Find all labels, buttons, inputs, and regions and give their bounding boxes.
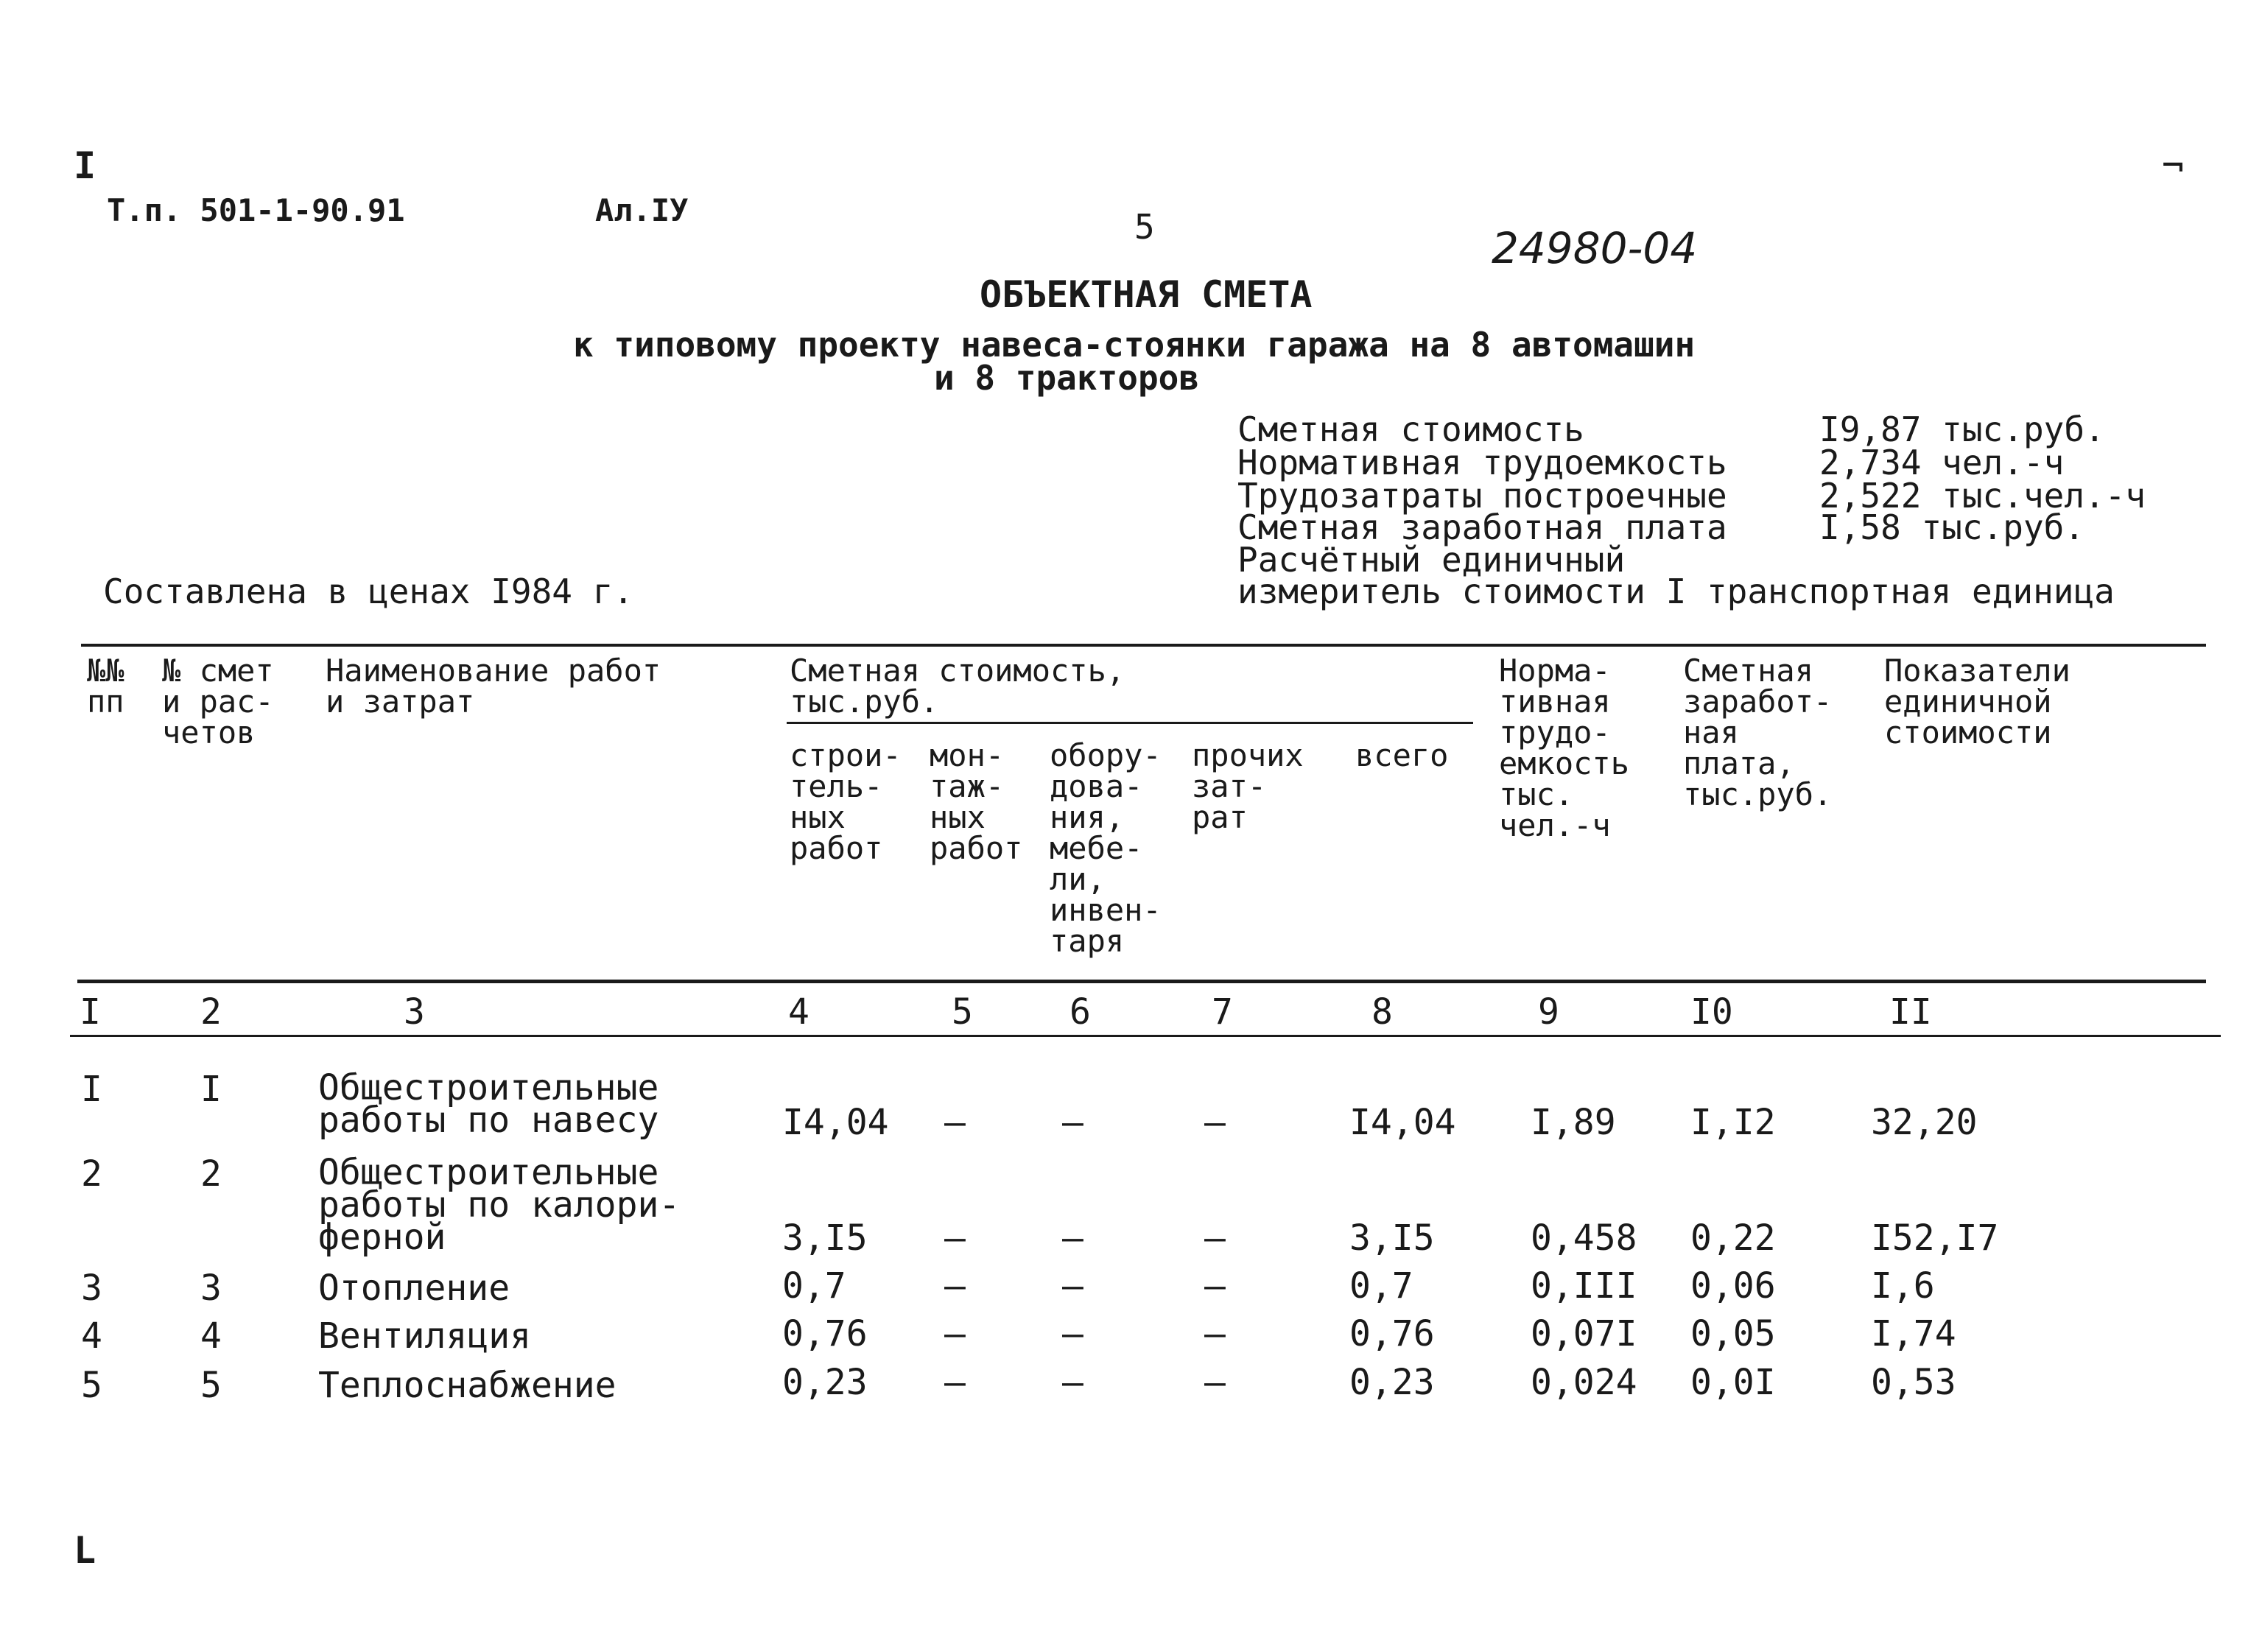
unit-cost: I52,I7 (1871, 1217, 1999, 1259)
labor-intensity: I,89 (1531, 1102, 1616, 1143)
work-name: Теплоснабжение (318, 1365, 617, 1406)
column-number: 8 (1371, 991, 1393, 1033)
construction-cost: 0,76 (782, 1313, 868, 1354)
summary-value: 2,734 чел.-ч (1819, 443, 2065, 482)
estimate-number: 5 (200, 1365, 222, 1406)
assembly-cost: – (944, 1217, 966, 1259)
corner-mark-bottom: L (74, 1529, 96, 1572)
labor-intensity: 0,024 (1531, 1362, 1637, 1403)
equipment-cost: – (1062, 1265, 1083, 1307)
summary-label: Сметная стоимость (1237, 410, 1584, 449)
other-cost: – (1204, 1313, 1226, 1354)
title-line-1: к типовому проекту навеса-стоянки гаража на 8 автомашин (573, 325, 1696, 365)
header-work-name: Наименование работ и затрат (326, 653, 661, 720)
prices-note: Составлена в ценах I984 г. (103, 572, 634, 611)
total-cost: 0,76 (1349, 1313, 1435, 1354)
column-number: 9 (1538, 991, 1559, 1033)
header-assembly-works: мон- таж- ных работ (930, 737, 1023, 866)
corner-mark-right: ¬ (2162, 144, 2185, 187)
unit-measure-line-1: Расчётный единичный (1237, 540, 1626, 580)
wages: 0,05 (1690, 1313, 1776, 1354)
row-number: 4 (81, 1315, 102, 1357)
estimate-number: 2 (200, 1153, 222, 1195)
header-row-number: №№ пп (87, 653, 124, 720)
assembly-cost: – (944, 1102, 966, 1143)
page-number: 5 (1134, 207, 1155, 247)
column-number: 7 (1212, 991, 1233, 1033)
construction-cost: I4,04 (782, 1102, 889, 1143)
column-number: I0 (1690, 991, 1733, 1033)
header-estimate-number: № смет и рас- четов (162, 653, 274, 751)
construction-cost: 0,7 (782, 1265, 846, 1307)
album-number: Ал.IУ (595, 192, 689, 228)
summary-label: Нормативная трудоемкость (1237, 443, 1727, 482)
header-wages: Сметная заработ- ная плата, тыс.руб. (1683, 653, 1833, 812)
labor-intensity: 0,07I (1531, 1313, 1637, 1354)
column-number: I (80, 991, 101, 1033)
labor-intensity: 0,III (1531, 1265, 1637, 1307)
estimate-number: 3 (200, 1268, 222, 1309)
row-number: I (81, 1069, 102, 1110)
column-number-rule (70, 1035, 2221, 1037)
equipment-cost: – (1062, 1362, 1083, 1403)
summary-value: 2,522 тыс.чел.-ч (1819, 476, 2146, 516)
column-number: II (1889, 991, 1932, 1033)
wages: I,I2 (1690, 1102, 1776, 1143)
header-cost-group: Сметная стоимость, тыс.руб. (790, 653, 1125, 720)
other-cost: – (1204, 1102, 1226, 1143)
labor-intensity: 0,458 (1531, 1217, 1637, 1259)
total-cost: I4,04 (1349, 1102, 1456, 1143)
archive-number: 24980-04 (1492, 223, 1698, 273)
group-header-rule (787, 722, 1473, 724)
total-cost: 0,23 (1349, 1362, 1435, 1403)
assembly-cost: – (944, 1265, 966, 1307)
table-top-rule (81, 644, 2206, 647)
equipment-cost: – (1062, 1102, 1083, 1143)
header-bottom-rule (77, 980, 2206, 983)
total-cost: 3,I5 (1349, 1217, 1435, 1259)
header-total: всего (1355, 737, 1449, 773)
equipment-cost: – (1062, 1217, 1083, 1259)
work-name: Общестроительные работы по навесу (318, 1067, 659, 1141)
column-number: 3 (404, 991, 425, 1033)
row-number: 3 (81, 1268, 102, 1309)
unit-cost: 0,53 (1871, 1362, 1956, 1403)
wages: 0,06 (1690, 1265, 1776, 1307)
estimate-number: I (200, 1069, 222, 1110)
other-cost: – (1204, 1362, 1226, 1403)
summary-value: I9,87 тыс.руб. (1819, 410, 2105, 449)
header-construction-works: строи- тель- ных работ (790, 737, 902, 866)
header-labor-intensity: Норма- тивная трудо- емкость тыс. чел.-ч (1499, 653, 1630, 843)
unit-cost: I,74 (1871, 1313, 1956, 1354)
total-cost: 0,7 (1349, 1265, 1413, 1307)
other-cost: – (1204, 1217, 1226, 1259)
summary-value: I,58 тыс.руб. (1819, 507, 2085, 547)
row-number: 5 (81, 1365, 102, 1406)
construction-cost: 0,23 (782, 1362, 868, 1403)
unit-measure-line-2: измеритель стоимости I транспортная единица (1237, 572, 2115, 611)
summary-label: Трудозатраты построечные (1237, 476, 1727, 516)
work-name: Отопление (318, 1268, 510, 1309)
work-name: Общестроительные работы по калори- ферной (318, 1152, 681, 1258)
wages: 0,22 (1690, 1217, 1776, 1259)
assembly-cost: – (944, 1362, 966, 1403)
unit-cost: I,6 (1871, 1265, 1935, 1307)
column-number: 6 (1069, 991, 1091, 1033)
column-number: 2 (200, 991, 222, 1033)
column-number: 4 (788, 991, 809, 1033)
wages: 0,0I (1690, 1362, 1776, 1403)
title-line-2: и 8 тракторов (934, 358, 1200, 398)
construction-cost: 3,I5 (782, 1217, 868, 1259)
estimate-number: 4 (200, 1315, 222, 1357)
work-name: Вентиляция (318, 1315, 531, 1357)
header-unit-cost-indicators: Показатели единичной стоимости (1884, 653, 2070, 751)
column-number: 5 (952, 991, 973, 1033)
project-code: Т.п. 501-1-90.91 (107, 192, 405, 228)
header-equipment: обору- дова- ния, мебе- ли, инвен- таря (1050, 737, 1162, 959)
header-other-costs: прочих зат- рат (1192, 737, 1304, 835)
equipment-cost: – (1062, 1313, 1083, 1354)
assembly-cost: – (944, 1313, 966, 1354)
unit-cost: 32,20 (1871, 1102, 1978, 1143)
document-title: ОБЪЕКТНАЯ СМЕТА (980, 273, 1313, 316)
corner-mark: I (74, 144, 96, 187)
row-number: 2 (81, 1153, 102, 1195)
summary-label: Сметная заработная плата (1237, 507, 1727, 547)
other-cost: – (1204, 1265, 1226, 1307)
